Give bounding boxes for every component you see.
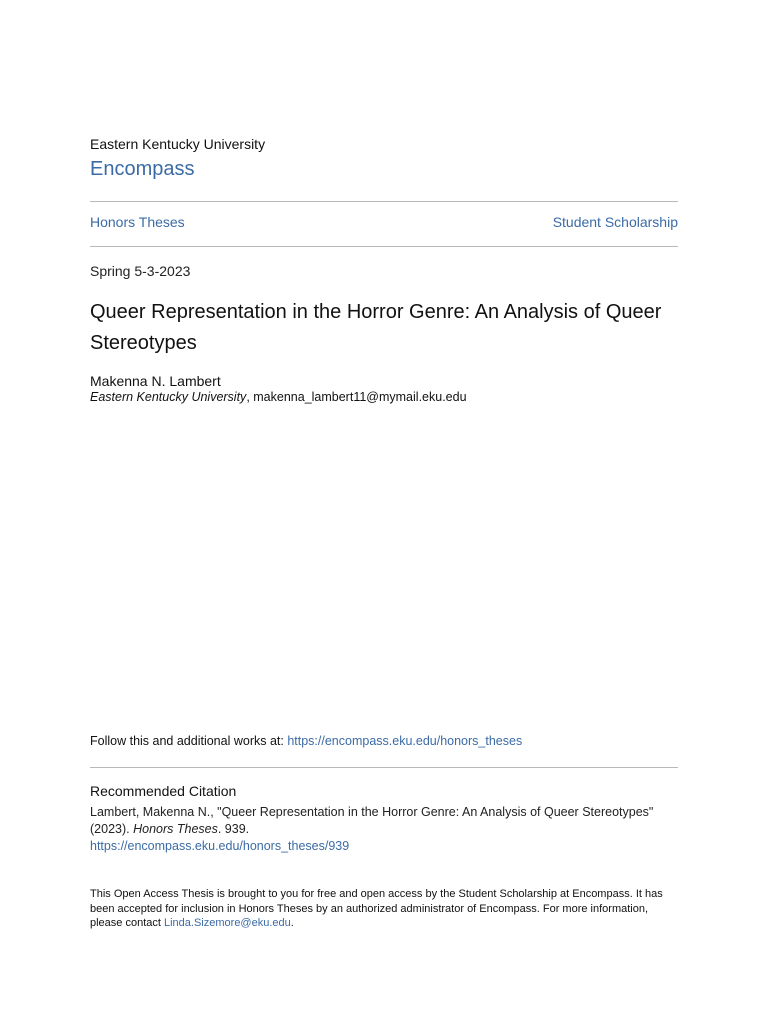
affiliation-separator: , xyxy=(246,390,254,404)
cover-page xyxy=(90,0,678,1024)
divider-nav xyxy=(90,246,678,247)
divider-citation xyxy=(90,767,678,768)
publication-date: Spring 5-3-2023 xyxy=(90,263,191,279)
citation-link[interactable]: https://encompass.eku.edu/honors_theses/939 xyxy=(90,839,350,853)
follow-label: Follow this and additional works at: xyxy=(90,734,288,748)
author-email: makenna_lambert11@mymail.eku.edu xyxy=(253,390,467,404)
student-scholarship-link[interactable]: Student Scholarship xyxy=(552,214,678,230)
notice-end: . xyxy=(290,917,294,929)
author-name: Makenna N. Lambert xyxy=(90,373,221,389)
citation-series: Honors Theses xyxy=(133,822,218,836)
citation-text: Lambert, Makenna N., "Queer Representation in the Horror Genre: An Analysis of Queer Stereotypes" (2023). xyxy=(90,805,654,836)
repository-link[interactable]: Encompass xyxy=(90,158,195,180)
honors-theses-link[interactable]: Honors Theses xyxy=(90,214,185,230)
citation-block xyxy=(90,804,678,855)
document-title: Queer Representation in the Horror Genre: An Analysis of Queer Stereotypes xyxy=(90,301,662,354)
citation-heading: Recommended Citation xyxy=(90,783,237,799)
institution-name: Eastern Kentucky University xyxy=(90,136,266,152)
notice-text: This Open Access Thesis is brought to you for free and open access by the Student Scholarship at Encompass. It has been accepted for inclusion in Honors Theses by an authorized administrator of Encompass. For more information, please contact xyxy=(90,888,663,929)
citation-number: . 939. xyxy=(217,822,250,836)
follow-line xyxy=(90,734,522,748)
open-access-notice xyxy=(90,887,678,931)
follow-link[interactable]: https://encompass.eku.edu/honors_theses xyxy=(287,734,523,748)
author-affiliation xyxy=(90,390,467,404)
divider-top xyxy=(90,201,678,202)
contact-email-link[interactable]: Linda.Sizemore@eku.edu xyxy=(164,917,291,929)
affiliation-name: Eastern Kentucky University xyxy=(90,390,247,404)
